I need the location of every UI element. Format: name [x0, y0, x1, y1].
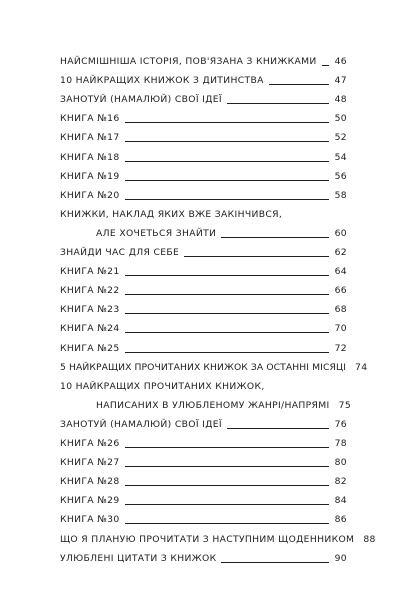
- toc-leader: [125, 180, 329, 181]
- toc-leader: [125, 332, 329, 333]
- toc-page-number: 72: [334, 342, 347, 354]
- toc-page-number: 46: [334, 56, 347, 67]
- toc-title: ЗАНОТУЙ (НАМАЛЮЙ) СВОЇ ІДЕЇ: [60, 94, 222, 106]
- toc-row: [60, 264, 347, 278]
- toc-page-number: 86: [334, 514, 347, 526]
- toc-leader: [125, 122, 329, 123]
- toc-row: [60, 493, 347, 507]
- toc-title: ЩО Я ПЛАНУЮ ПРОЧИТАТИ З НАСТУПНИМ ЩОДЕННИКОМ: [60, 533, 355, 545]
- toc-leader: [125, 523, 329, 524]
- toc-row: [60, 54, 347, 68]
- toc-title: АЛЕ ХОЧЕТЬСЯ ЗНАЙТИ: [96, 227, 217, 239]
- toc-row: [60, 111, 347, 125]
- toc-leader: [221, 562, 329, 563]
- toc-row: [60, 436, 347, 450]
- toc-title: УЛЮБЛЕНІ ЦИТАТИ З КНИЖОК: [60, 552, 217, 564]
- toc-row: [60, 169, 347, 183]
- toc-leader: [269, 84, 329, 85]
- toc-leader: [125, 447, 329, 448]
- toc-row: [60, 188, 347, 202]
- toc-row: [60, 130, 347, 144]
- toc-title: 5 НАЙКРАЩИХ ПРОЧИТАНИХ КНИЖОК ЗА ОСТАННІ МІСЯЦІ: [60, 361, 346, 373]
- toc-page-number: 58: [334, 189, 347, 201]
- toc-row: [60, 455, 347, 469]
- toc-title: КНИГА №26: [60, 438, 120, 449]
- toc-leader: [125, 199, 329, 200]
- toc-title: КНИГА №28: [60, 476, 120, 488]
- toc-title: НАПИСАНИХ В УЛЮБЛЕНОМУ ЖАНРІ/НАПРЯМІ: [96, 399, 330, 411]
- toc-row: [60, 341, 347, 355]
- toc-title: КНИГА №29: [60, 495, 120, 507]
- toc-page-number: 76: [334, 418, 347, 430]
- toc-title: КНИГА №17: [60, 132, 120, 144]
- toc-page-number: 80: [334, 457, 347, 469]
- toc-row: [60, 551, 347, 565]
- toc-row: [60, 321, 347, 335]
- toc-page-number: 82: [334, 476, 347, 488]
- toc-page-number: 52: [334, 132, 347, 144]
- toc-page-number: 60: [334, 227, 347, 239]
- toc-row: [60, 150, 347, 164]
- toc-title: ЗАНОТУЙ (НАМАЛЮЙ) СВОЇ ІДЕЇ: [60, 418, 222, 430]
- toc-title: КНИГА №24: [60, 323, 120, 335]
- toc-page-number: 75: [338, 399, 352, 411]
- toc-page-number: 62: [334, 247, 347, 258]
- toc-title: 10 НАЙКРАЩИХ ПРОЧИТАНИХ КНИЖОК,: [60, 380, 265, 392]
- toc-title: КНИГА №19: [60, 170, 120, 182]
- toc-leader: [221, 237, 329, 238]
- toc-row: [60, 207, 347, 221]
- toc-leader: [227, 428, 329, 429]
- toc-page-number: 74: [355, 361, 368, 373]
- toc-page-number: 64: [334, 266, 347, 278]
- toc-row: [60, 92, 347, 106]
- toc-leader: [125, 485, 329, 486]
- toc-page-number: 50: [334, 113, 347, 125]
- toc-page-number: 78: [334, 438, 347, 449]
- toc-row: [60, 532, 376, 546]
- toc-row: [96, 226, 347, 240]
- toc-leader: [125, 352, 329, 353]
- toc-title: КНИГА №27: [60, 457, 120, 469]
- toc-title: КНИГА №21: [60, 266, 120, 278]
- toc-row: [60, 379, 347, 393]
- toc-page-number: 66: [334, 285, 347, 297]
- toc-leader: [125, 275, 329, 276]
- toc-leader: [125, 141, 329, 142]
- toc-title: КНИГА №18: [60, 151, 120, 163]
- toc-title: 10 НАЙКРАЩИХ КНИЖОК З ДИТИНСТВА: [60, 75, 264, 87]
- toc-leader: [125, 313, 329, 314]
- toc-row: [60, 360, 368, 374]
- toc-row: [60, 73, 347, 87]
- toc-page-number: 68: [334, 304, 347, 316]
- toc-title: КНИГА №23: [60, 304, 120, 316]
- toc-leader: [125, 161, 329, 162]
- toc-page-number: 54: [334, 151, 347, 163]
- toc-title: КНИГА №30: [60, 514, 120, 526]
- toc-page-number: 90: [334, 552, 347, 564]
- toc-title: КНИГА №20: [60, 189, 120, 201]
- toc-leader: [227, 103, 329, 104]
- toc-row: [60, 283, 347, 297]
- toc-leader: [125, 294, 329, 295]
- toc-page-number: 84: [334, 495, 347, 507]
- toc-row: [96, 398, 352, 412]
- toc-row: [60, 512, 347, 526]
- toc-page-number: 47: [334, 75, 347, 87]
- toc-title: КНИГА №16: [60, 113, 120, 125]
- toc-page-number: 56: [334, 170, 347, 182]
- toc-title: НАЙСМІШНІША ІСТОРІЯ, ПОВ'ЯЗАНА З КНИЖКАМИ: [60, 56, 317, 67]
- toc-title: КНИГА №25: [60, 342, 120, 354]
- toc-row: [60, 245, 347, 259]
- toc-leader: [125, 466, 329, 467]
- toc-page-number: 48: [334, 94, 347, 106]
- toc-leader: [322, 65, 329, 66]
- toc-title: КНИЖКИ, НАКЛАД ЯКИХ ВЖЕ ЗАКІНЧИВСЯ,: [60, 208, 283, 220]
- toc-row: [60, 302, 347, 316]
- toc-row: [60, 474, 347, 488]
- toc-row: [60, 417, 347, 431]
- toc-leader: [184, 256, 329, 257]
- toc-page-number: 88: [363, 533, 376, 545]
- toc-title: ЗНАЙДИ ЧАС ДЛЯ СЕБЕ: [60, 247, 180, 258]
- toc-leader: [125, 504, 329, 505]
- toc-page-number: 70: [334, 323, 347, 335]
- toc-title: КНИГА №22: [60, 285, 120, 297]
